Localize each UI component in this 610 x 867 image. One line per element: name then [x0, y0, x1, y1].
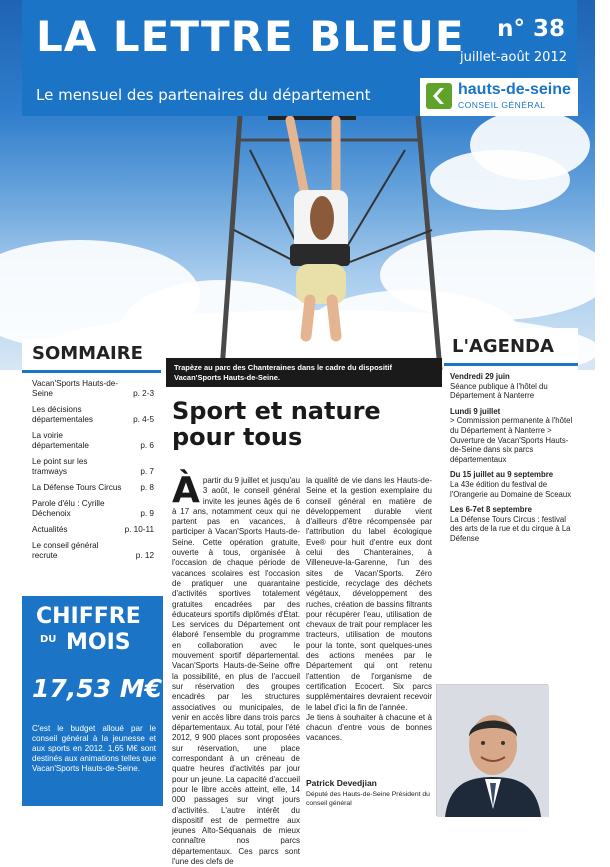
agenda-list: [450, 372, 576, 544]
photo-caption: Trapèze au parc des Chanteraines dans le cadre du dispositif Vacan'Sports Hauts-de-Seine.: [166, 358, 442, 387]
headline-line1: Sport et nature: [172, 397, 381, 425]
sommaire-title: SOMMAIRE: [32, 343, 143, 364]
agenda-date: Lundi 9 juillet: [450, 406, 501, 416]
chiffre-value: 17,53 M€: [32, 674, 163, 703]
toc-list: [32, 379, 154, 567]
cover-photo: [0, 0, 595, 370]
portrait-illustration: [437, 685, 549, 817]
toc-item[interactable]: [32, 499, 154, 519]
toc-item[interactable]: [32, 405, 154, 425]
toc-item-page: p. 9: [140, 509, 154, 518]
toc-item-page: p. 6: [140, 441, 154, 450]
issue-number: n° 38: [497, 16, 565, 42]
headline-line2: pour tous: [172, 423, 303, 451]
article-column-2: [306, 476, 432, 744]
article-body-2: la qualité de vie dans les Hauts-de-Seine et la gestion exemplaire du conseil général en matière de développement durable vient d'ailleurs d'être récompensée par l'attribution du label écologique Eve® pour huit d'entre eux dont celui des Chanteraines, à Villeneuve-la-Garenne, l'un des sites de Vacan'Sports. Zéro pesticide, recyclage des déchets végétaux, développement des ruches, création de bassins filtrants pour récupérer l'eau, utilisation de chevaux de trait pour remplacer les tracteurs, utilisation de moutons pour la tonte, sont quelques-unes des actions menées par le Département qui ont retenu l'attention de l'organisme de certification Ecocert. Six parcs supplémentaires devraient recevoir le label d'ici la fin de l'année.: [306, 476, 432, 712]
toc-item[interactable]: [32, 431, 154, 451]
agenda-title: L'AGENDA: [452, 336, 554, 357]
toc-item-label: Parole d'élu : Cyrille Déchenoix: [32, 499, 105, 518]
chiffre-description: C'est le budget alloué par le conseil général à la jeunesse et aux sports en 2012. 1,65 M€ sont destinés aux animations telles que Vacan'Sports Hauts-de-Seine.: [32, 724, 156, 773]
publisher-logo: [420, 78, 578, 116]
agenda-date: Vendredi 29 juin: [450, 372, 510, 381]
agenda-text: La 43e édition du festival de l'Orangerie au Domaine de Sceaux: [450, 479, 572, 499]
drop-cap: À: [172, 470, 200, 511]
toc-item[interactable]: [32, 379, 154, 399]
toc-item[interactable]: [32, 483, 154, 493]
chiffre-title-line2: DU: [40, 634, 57, 645]
toc-item-page: p. 4-5: [133, 415, 154, 424]
toc-item-page: p. 10-11: [124, 525, 154, 534]
toc-item-label: Le point sur les tramways: [32, 457, 88, 476]
toc-item[interactable]: [32, 525, 154, 535]
figure-of-the-month: [22, 596, 163, 806]
toc-item-label: Les décisions départementales: [32, 405, 93, 424]
hauts-de-seine-logo-icon: [424, 81, 454, 111]
toc-item-label: Vacan'Sports Hauts-de-Seine: [32, 379, 119, 398]
toc-item-label: Actualités: [32, 525, 68, 534]
toc-item-label: La Défense Tours Circus: [32, 483, 122, 492]
sommaire-header: [22, 339, 161, 373]
chiffre-title-line1: CHIFFRE: [36, 604, 141, 629]
agenda-text: > Commission permanente à l'hôtel du Département à Nanterre > Ouverture de Vacan'Sports Hauts-de-Seine dans six parcs départementaux: [450, 416, 573, 464]
agenda-text: La Défense Tours Circus : festival des arts de la rue et du cirque à La Défense: [450, 514, 571, 543]
author-portrait: [436, 684, 548, 816]
chiffre-title-line3: MOIS: [66, 630, 131, 655]
article-column-1: [172, 470, 301, 867]
agenda-box: [444, 328, 578, 576]
toc-item[interactable]: [32, 541, 154, 561]
agenda-date: Les 6-7et 8 septembre: [450, 505, 532, 515]
agenda-header: [444, 328, 578, 366]
signature-name: Patrick Devedjian: [306, 778, 377, 788]
issue-date: juillet-août 2012: [460, 50, 567, 65]
toc-item-label: Le conseil général recrute: [32, 541, 99, 560]
article-body-1: partir du 9 juillet et jusqu'au 3 août, le conseil général invite les jeunes âgés de 6 à 17 ans, notamment ceux qui ne partent pas en vacances, à participer à Vacan'Sports Hauts-de-Seine. Cette opération gratuite, ouverte à tous, organisée à l'occasion de chaque période de vacances scolaires est l'occasion de pratiquer une quarantaine d'activités sportives totalement gratuites encadrées par des éducateurs sportifs diplômés d'État. Les services du Département ont élaboré l'ensemble du programme en collaboration avec le mouvement sportif départemental. Vacan'Sports Hauts-de-Seine offre la possibilité, en plus de l'accueil sur réservation des groupes encadrés par les structures associatives ou municipales, de venir en accès libre dans trois parcs départementaux. Au total, pour l'été 2012, 9 900 places sont proposées sur réservation, une place correspondant à un créneau de quatre heures d'activités par jour pour un jeune. La capacité d'accueil pour le libre accès atteint, elle, 14 000 passages sur vingt jours d'activités. L'autre intérêt du dispositif est de permettre aux jeunes Alto-Séquanais de mieux connaître nos parcs départementaux. Ces parcs sont l'une des clefs de: [172, 476, 301, 866]
tagline: Le mensuel des partenaires du département: [36, 86, 371, 104]
toc-item[interactable]: [32, 457, 154, 477]
newsletter-title: LA LETTRE BLEUE: [36, 12, 465, 61]
toc-item-page: p. 2-3: [133, 389, 154, 398]
agenda-date: Du 15 juillet au 9 septembre: [450, 470, 554, 480]
signature-role: Député des Hauts-de-Seine Président du conseil général: [306, 791, 430, 807]
table-of-contents: [22, 339, 161, 572]
toc-item-label: La voirie départementale: [32, 431, 89, 450]
toc-item-page: p. 8: [140, 483, 154, 492]
toc-item-page: p. 7: [140, 467, 154, 476]
article-headline: [172, 398, 442, 450]
agenda-text: Séance publique à l'hôtel du Département à Nanterre: [450, 381, 548, 401]
toc-item-page: p. 12: [135, 551, 154, 560]
article-body-3: Je tiens à souhaiter à chacune et à chacun d'entre vous de bonnes vacances.: [306, 712, 432, 743]
logo-subtitle: CONSEIL GÉNÉRAL: [458, 100, 546, 110]
logo-name: hauts-de-seine: [458, 81, 571, 98]
